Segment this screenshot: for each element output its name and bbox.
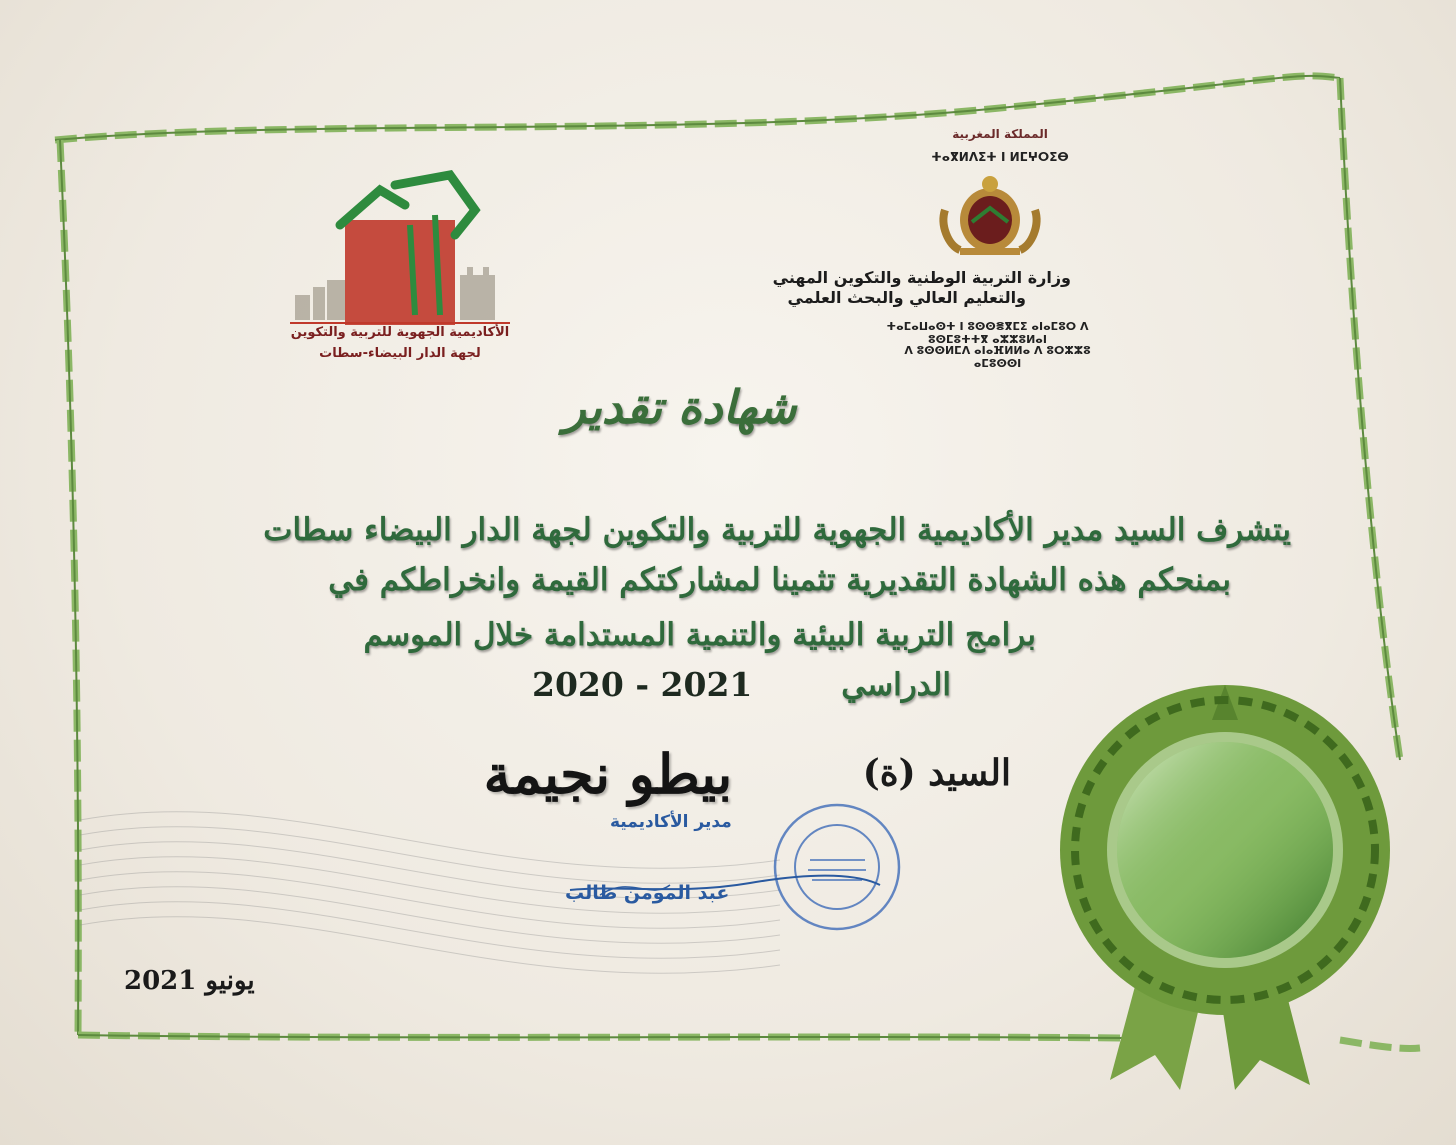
issue-date: يونيو 2021 <box>124 966 255 996</box>
kingdom-label: المملكة المغربية <box>952 127 1048 141</box>
academy-logo <box>285 165 515 330</box>
certificate-title: شهادة تقدير <box>563 380 797 434</box>
ministry-tifinagh-line1: ⵜⴰⵎⴰⵡⴰⵙⵜ ⵏ ⵓⵙⵙⴻⴳⵎⵉ ⴰⵏⴰⵎⵓⵔ ⴷ ⵓⵙⵎⵓⵜⵜⴳ ⴰⵣⵣⵓⵍⴰⵏ <box>886 320 1089 346</box>
ministry-name-line2: والتعليم العالي والبحث العلمي <box>787 288 1026 307</box>
ministry-tifinagh-line2: ⴷ ⵓⵙⵙⵍⵎⴷ ⴰⵏⴰⴼⵍⵍⴰ ⴷ ⵓⵔⵣⵣⵓ ⴰⵎⵓⵙⵙⵏ <box>904 344 1091 370</box>
honorific-label: السيد (ة) <box>862 752 1011 794</box>
school-year: 2020 - 2021 <box>532 665 753 704</box>
coat-of-arms-emblem <box>930 170 1050 260</box>
kingdom-tifinagh: ⵜⴰⴳⵍⴷⵉⵜ ⵏ ⵍⵎⵖⵔⵉⴱ <box>931 150 1069 164</box>
body-line-3: برامج التربية البيئية والتنمية المستدامة خلال الموسم <box>363 617 1036 653</box>
rosette-seal <box>1040 680 1420 1100</box>
academy-name-line2: لجهة الدار البيضاء-سطات <box>319 346 481 361</box>
body-line-2: بمنحكم هذه الشهادة التقديرية تثمينا لمشاركتكم القيمة وانخراطكم في <box>328 562 1231 598</box>
recipient-name: بيطو نجيمة <box>483 742 733 806</box>
body-line-1: يتشرف السيد مدير الأكاديمية الجهوية للتربية والتكوين لجهة الدار البيضاء سطات <box>263 512 1291 548</box>
academy-name-line1: الأكاديمية الجهوية للتربية والتكوين <box>290 325 510 340</box>
signatory-name: عبد المومن طالب <box>565 882 730 904</box>
signatory-role: مدير الأكاديمية <box>610 812 732 832</box>
body-line-4: الدراسي <box>841 667 951 703</box>
ministry-name-line1: وزارة التربية الوطنية والتكوين المهني <box>772 268 1071 287</box>
